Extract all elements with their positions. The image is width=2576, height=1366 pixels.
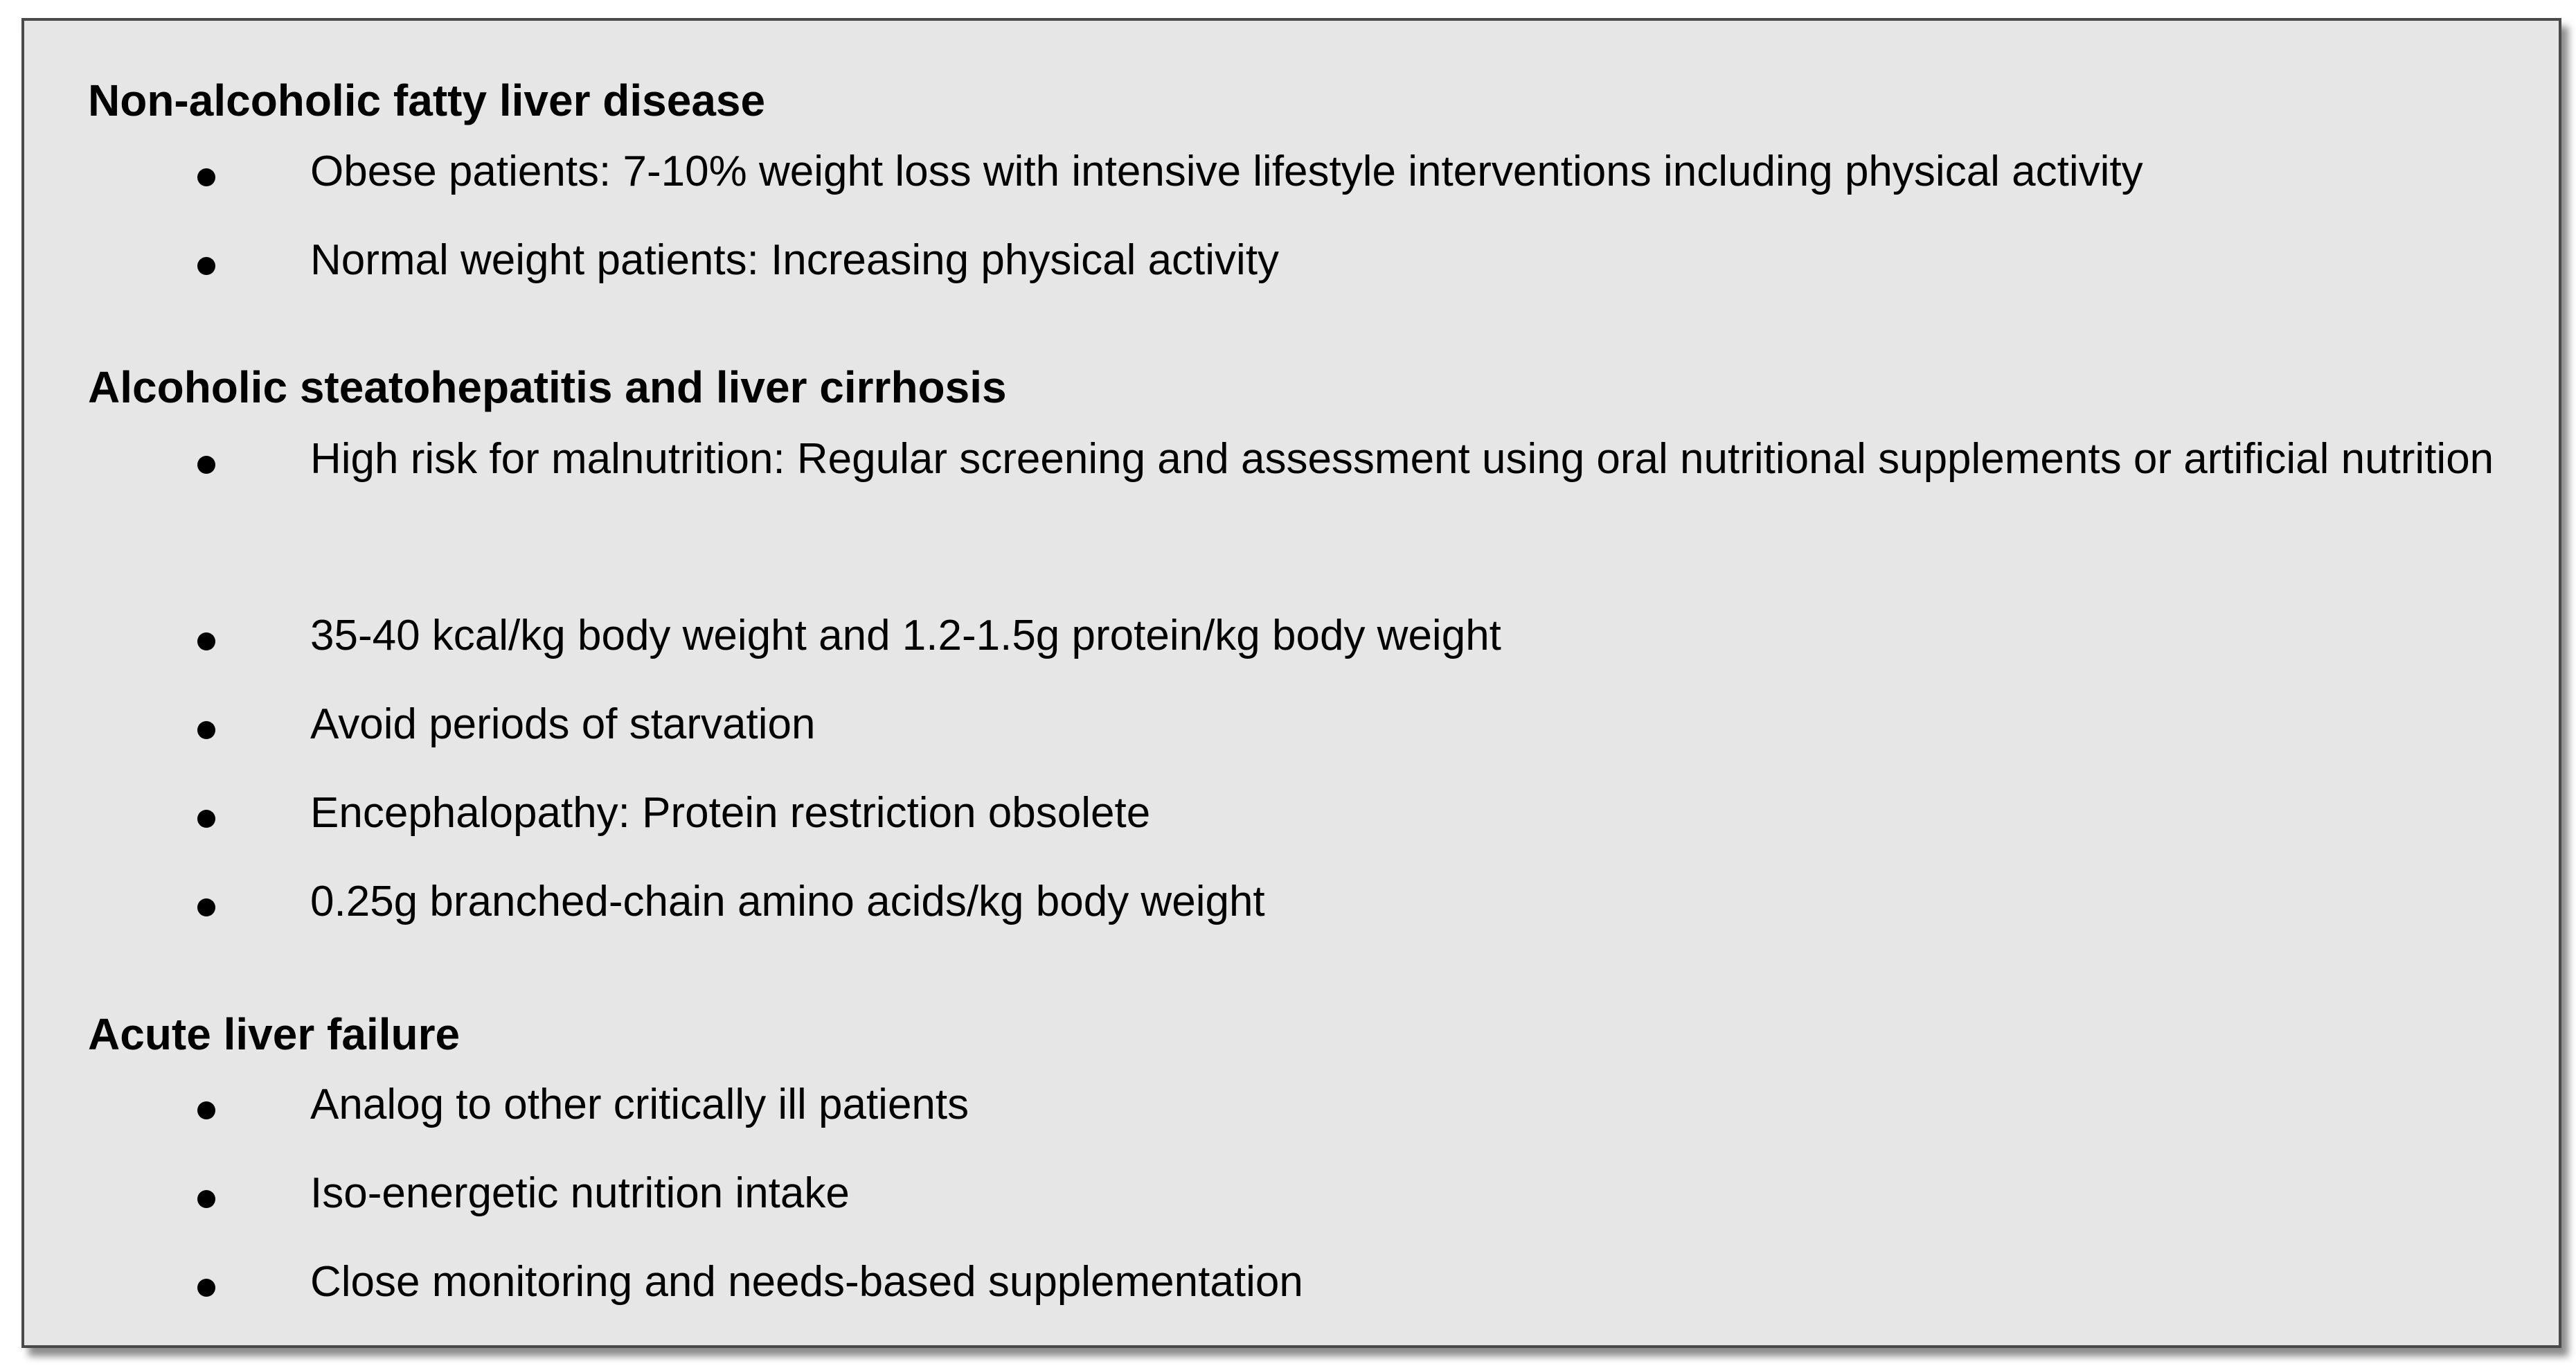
bullet-icon — [197, 168, 215, 186]
recommendations-box — [21, 18, 2561, 1348]
bullet-icon — [197, 257, 215, 275]
list-item-text: Iso-energetic nutrition intake — [310, 1169, 850, 1217]
bullet-icon — [197, 1190, 215, 1208]
section-heading-acute: Acute liver failure — [88, 1009, 460, 1059]
list-item-text: Analog to other critically ill patients — [310, 1081, 969, 1128]
section-heading-alcoholic: Alcoholic steatohepatitis and liver cirrhosis — [88, 362, 1007, 412]
list-item-text: Avoid periods of starvation — [310, 700, 816, 748]
bullet-icon — [197, 1101, 215, 1119]
list-item-text: 0.25g branched-chain amino acids/kg body weight — [310, 878, 1265, 925]
bullet-icon — [197, 456, 215, 474]
bullet-icon — [197, 1279, 215, 1297]
section-heading-nafld: Non-alcoholic fatty liver disease — [88, 76, 766, 125]
list-item-text: High risk for malnutrition: Regular screening and assessment using oral nutritional supplements or artificial nutrition — [310, 435, 2494, 483]
bullet-icon — [197, 721, 215, 739]
bullet-icon — [197, 898, 215, 916]
list-item-text: Normal weight patients: Increasing physical activity — [310, 236, 1280, 284]
list-item-text: Obese patients: 7-10% weight loss with intensive lifestyle interventions including physical activity — [310, 148, 2143, 195]
bullet-icon — [197, 632, 215, 650]
list-item-text: 35-40 kcal/kg body weight and 1.2-1.5g protein/kg body weight — [310, 612, 1501, 659]
bullet-icon — [197, 810, 215, 828]
list-item-text: Encephalopathy: Protein restriction obsolete — [310, 789, 1151, 837]
list-item-text: Close monitoring and needs-based supplementation — [310, 1258, 1303, 1306]
